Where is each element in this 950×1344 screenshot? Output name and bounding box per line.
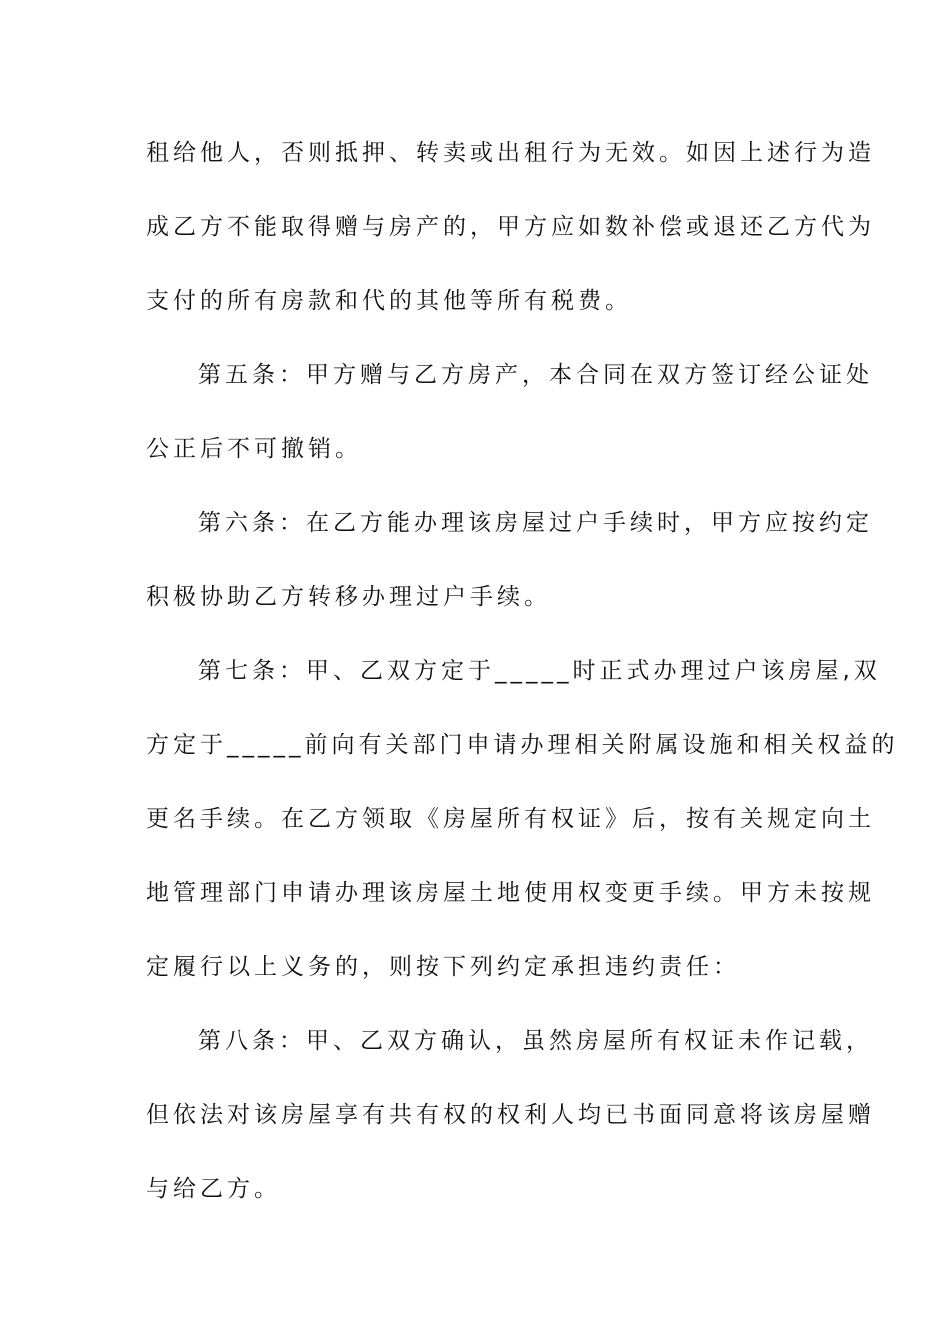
text-line: 定履行以上义务的，则按下列约定承担违约责任： xyxy=(146,954,740,980)
article-5-line: 第五条：甲方赠与乙方房产，本合同在双方签订经公证处 xyxy=(198,362,873,388)
article-8-line: 第八条：甲、乙双方确认，虽然房屋所有权证未作记载， xyxy=(198,1028,873,1054)
text-line: 但依法对该房屋享有共有权的权利人均已书面同意将该房屋赠 xyxy=(146,1102,875,1128)
document-body xyxy=(146,128,899,1238)
text-line: 与给乙方。 xyxy=(146,1176,281,1202)
text-line: 更名手续。在乙方领取《房屋所有权证》后，按有关规定向土 xyxy=(146,806,875,832)
text-line: 成乙方不能取得赠与房产的，甲方应如数补偿或退还乙方代为 xyxy=(146,214,875,240)
article-6-line: 第六条：在乙方能办理该房屋过户手续时，甲方应按约定 xyxy=(198,510,873,536)
text-line: 地管理部门申请办理该房屋土地使用权变更手续。甲方未按规 xyxy=(146,880,875,906)
text-line: 积极协助乙方转移办理过户手续。 xyxy=(146,584,551,610)
text-line: 租给他人，否则抵押、转卖或出租行为无效。如因上述行为造 xyxy=(146,140,875,166)
text-line: 公正后不可撤销。 xyxy=(146,436,362,462)
text-line: 方定于_____前向有关部门申请办理相关附属设施和相关权益的 xyxy=(146,732,899,758)
article-7-line: 第七条：甲、乙双方定于_____时正式办理过户该房屋,双 xyxy=(198,658,881,684)
text-line: 支付的所有房款和代的其他等所有税费。 xyxy=(146,288,632,314)
